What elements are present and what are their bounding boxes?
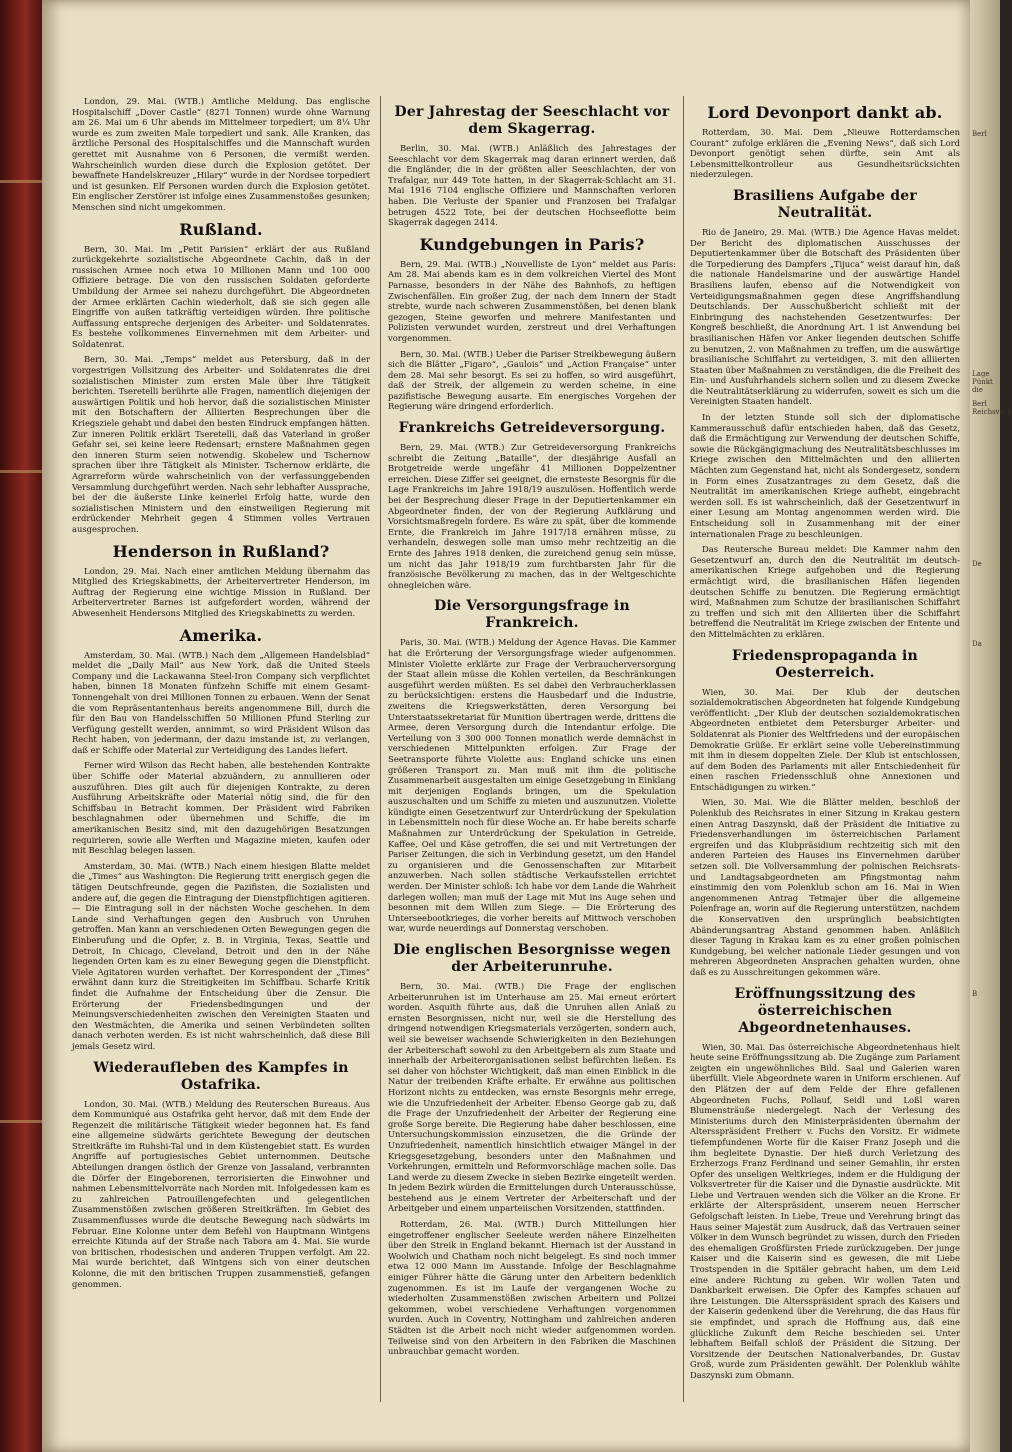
article-paragraph: Paris, 30. Mai. (WTB.) Meldung der Agence Havas. Die Kammer hat die Erörterung der Versorgungsfrage wieder aufgenommen. Minister Violette erklärte zur Frage der Verbraucherversorgung der Staat allein müsse die Kohlen verteilen, da Beschränkungen ausgeführt werden müßten. Es sei dabei den Verbraucherklassen zu berücksichtigen: erstens die Hausbedarf und die Industrie, zweitens die Kriegswerkstätten, deren Versorgung bei Unterstaatssekretariat für Munition übertragen werde, drittens die Armee, deren Versorgung durch die Intendantur erfolge. Die Verteilung von 3 300 000 Tonnen monatlich werde demnächst in verschiedenen Mittelpunkten erfolgen. Zur Frage der Seetransporte führte Violette aus: England schicke uns einen größeren Transport zu. Man muß mit ihm die politische Zusammenarbeit ausgestalten um einige Gesetzgebung in Einklang mit derjenigen Englands bringen, um die Spekulation auszuschalten und um Schiffe zu mieten und auszunutzen. Violette kündigte einen Gesetzentwurf zur Unterdrückung der Spekulation in Lebensmitteln noch für diese Woche an. Er habe bereits scharfe Maßnahmen zur Unterdrückung der Spekulation in Getreide, Kaffee, Oel und Käse getroffen, die sei und mit Vertretungen der Pariser Zeitungen, die sich in Verbindung gesetzt, um den Handel zu organisieren und die Genossenschaften zur Mitarbeit anzuwerben. Nach sollen städtische Verkaufsstellen errichtet werden. Der Minister schloß: Ich habe vor dem Lande die Wahrheit darlegen wollen; man muß der Lage mit Mut ins Auge sehen und besonnen mit dem Willen zum Siege. — Die Erörterung des Unterseebootkrieges, die vorher bereits auf Mittwoch verschoben war, wurde neuerdings auf Donnerstag verschoben.: [388, 637, 676, 934]
article-paragraph: Bern, 29. Mai. (WTB.) Zur Getreideversorgung Frankreichs schreibt die Zeitung „Bataille“, der diesjährige Ausfall an Brotgetreide werde ungefähr 41 Millionen Doppelzentner erreichen. Diese Ziffer sei geeignet, die ernsteste Besorgnis für die Lage Frankreichs im Jahre 1918/19 auszulösen. Hoffentlich werde bei der Besprechung dieser Frage in der Deputiertenkammer ein Abgeordneter finden, der von der Regierung Aufklärung und Vorsichtsmaßregeln fordere. Es wäre zu spät, über die kommende Ernte, die Frankreich im Jahre 1917/18 ernähren müsse, zu verhandeln, deswegen solle man umso mehr rechtzeitig an die Ernte des Jahres 1918 denken, die zureichend genug sein müsse, um nicht das Jahr 1918/19 zum furchtbarsten Jahr für die französische Bevölkerung zu machen, das in der Weltgeschichte ohnegleichen wäre.: [388, 442, 676, 590]
edge-text-fragment: Lage Pünkt die: [972, 370, 993, 394]
article-paragraph: London, 30. Mai. (WTB.) Meldung des Reuterschen Bureaus. Aus dem Kommuniqué aus Ostafrika geht hervor, daß mit dem Ende der Regenzeit die militärische Tätigkeit wieder begonnen hat. Es fand eine allgemeine südwärts gerichtete Bewegung der deutschen Streitkräfte im Ruhshi-Tal und in dem Küstengebiet statt. Es wurden Angriffe auf portugiesisches Gebiet unternommen. Deutsche Abteilungen drangen östlich der Grenze von Jassaland, verbrannten die Dörfer der Eingeborenen, terrorisierten die Einwohner und nahmen Lebensmittelvorräte nach Norden mit. Infolgedessen kam es zu zahlreichen Patrouillengefechten und gelegentlichen Zusammenstößen zwischen größeren Streitkräften. Im Gebiet des Zusammenflusses wurde die deutsche Bewegung nach südwärts im Februar. Eine Kolonne unter dem Befehl von Hauptmann Wintgens erreichte Kitunda auf der Straße nach Tabora am 4. Mai. Sie wurde von britischen, rhodesischen und anderen Truppen verfolgt. Am 22. Mai wurde berichtet, daß Wintgens sich von einer deutschen Kolonne, die mit den britischen Truppen zusammenstieß, gefangen genommen.: [72, 1098, 370, 1289]
article-headline: Henderson in Rußland?: [112, 541, 330, 561]
column-2: [388, 96, 676, 1422]
article-paragraph: Berlin, 30. Mai. (WTB.) Anläßlich des Jahrestages der Seeschlacht vor dem Skagerrak mag daran erinnert werden, daß die Engländer, die in der größten aller Seeschlachten, der von Trafalgar, nur 449 Tote hatten, in der Skagerrak-Schlacht am 31. Mai 1916 7104 englische Offiziere und Mannschaften verloren haben. Die Verluste der Spanier und Franzosen bei Trafalgar betrugen 4522 Tote, bei der deutschen Hochseeflotte beim Skagerrak dagegen 2414.: [388, 143, 676, 228]
article-paragraph: Rio de Janeiro, 29. Mai. (WTB.) Die Agence Havas meldet: Der Bericht des diplomatischen Ausschusses der Deputiertenkammer über die Botschaft des Präsidenten über die Torpedierung des Dampfers „Tijuca“ weist darauf hin, daß die nationale Handelsmarine und der auswärtige Handel Brasiliens laufen, ebenso auf die Notwendigkeit von Verteidigungsmaßnahmen gegen diese Angriffshandlung Deutschlands. Der Ausschußbericht schließt mit der Einbringung des nachstehenden Gesetzentwurfes: Der Kongreß beschließt, die Anordnung Art. 1 ist Anwendung bei brasilianischen Häfen vor Anker liegenden deutschen Schiffe zu benutzen, 2. von Maßnahmen zu treffen, um die auswärtige brasilianische Schiffahrt zu verteidigen, 3. mit den alliierten Staaten über Maßnahmen zu verständigen, die die Freiheit des Ein- und Ausfuhrhandels sichern sollen und zu diesem Zwecke die Neutralitätserklärung zu widerrufen, soweit es sich um die Vereinigten Staaten handelt.: [690, 226, 960, 407]
article-headline: Der Jahrestag der Seeschlacht vor dem Skagerrag.: [394, 104, 670, 137]
binding-stripe: [0, 1120, 42, 1123]
article-paragraph: Bern, 30. Mai. (WTB.) Die Frage der englischen Arbeiterunruhen ist im Unterhause am 25. Mai erneut erörtert worden. Asquith führte aus, daß die Unruhen allen Anlaß zu ernsten Besorgnissen, nicht nur, weil sie die Herstellung des dringend notwendigen Kriegsmaterials verzögerten, sondern auch, weil sie beweiser wachsende Schwierigkeiten in den Beziehungen der Arbeiterschaft sowohl zu den Arbeitgebern als zum Staate und innerhalb der Arbeiterorganisationen selbst befürchten ließen. Es sei daher von höchster Wichtigkeit, daß man einen Einblick in die Natur der treibenden Kräfte erhalte. Er erwähne aus politischen Horizont nichts zu entdecken, was ernste Besorgnis mehr errege, wie die Unzufriedenheit der Arbeiter. Ebenso George gab zu, daß die Frage der Unzufriedenheit der Arbeiter der Regierung eine große Sorge bereite. Die Regierung habe daher beschlossen, eine Untersuchungskommission einzusetzen, die die Gründe der Unzufriedenheit, namentlich hinsichtlich etwaiger Mängel in der Kriegsgesetzgebung, besonders unter den Maßnahmen und Vorkehrungen, ermitteln und Reformvorschläge machen solle. Das Land werde zu diesem Zwecke in sieben Bezirke eingeteilt werden. In jedem Bezirk würden die Ermittelungen durch Unterausschüsse, bestehend aus je einem Vertreter der Arbeiterschaft und der Arbeitgeber und einem unparteiischen Vorsitzenden, stattfinden.: [388, 981, 676, 1214]
column-1: [72, 96, 370, 1422]
column-rule: [683, 96, 684, 1402]
book-binding: [0, 0, 42, 1452]
article-headline: Lord Devonport dankt ab.: [707, 103, 943, 122]
article-headline: Frankreichs Getreideversorgung.: [398, 420, 666, 437]
article-paragraph: Rotterdam, 30. Mai. Dem „Nieuwe Rotterdamschen Courant“ zufolge erklären die „Evening News“, daß sich Lord Devonport genötigt sehen dürfte, sein Amt als Lebensmittelkontrolleur aus Gesundheitsrücksichten niederzulegen.: [690, 127, 960, 180]
article-paragraph: Wien, 30. Mai. Der Klub der deutschen sozialdemokratischen Abgeordneten hat folgende Kundgebung veröffentlicht: „Der Klub der deutschen sozialdemokratischen Abgeordneten entbietet dem Petersburger Arbeiter- und Soldatenrat als Pionier des Weltfriedens und der europäischen Demokratie Grüße. Er erklärt seine volle Uebereinstimmung mit ihm in diesem doppelten Ziele. Der Klub ist entschlossen, auf dem Boden des Parlaments mit aller Entschiedenheit für einen raschen Friedensschluß ohne Annexionen und Entschädigungen zu wirken.“: [690, 686, 960, 792]
article-headline: Brasiliens Aufgabe der Neutralität.: [733, 187, 917, 221]
article-paragraph: Wien, 30. Mai. Das österreichische Abgeordnetenhaus hielt heute seine Eröffnungssitzung ab. Die Zugänge zum Parlament zeigten ein ungewöhnliches Bild. Saal und Galerien waren überfüllt. Viele Abgeordnete waren in Uniform erschienen. Auf den Plätzen der auf dem Felde der Ehre gefallenen Abgeordneten Fuchs, Pollauf, Seidl und Loßl waren Blumensträuße niedergelegt. Nach der Verlesung des Ministeriums durch den Ministerpräsidenten übernahm der Altersspräsident Freiherr v. Fuchs den Vorsitz. Er widmete tiefempfundenen Worte für die Kaiser Franz Joseph und die ihm begleitete Dynastie. Der hieß durch Verletzung des Erzherzogs Franz Ferdinand und seiner Gemahlin, ihr ersten Opfer des unseligen Weltkrieges, indem er die Huldigung der Volksvertreter für die Kaiser und die Dynastie ausdrückte. Mit Liebe und Vertrauen wenden sich die Völker an die Krone. Er erklärte der Alterspräsident, unserem neuen Herrscher Gefolgschaft leisten. In Liebe, Treue und Verehrung bringt das Haus seiner Majestät zum Ausdruck, daß das Vertrauen seiner Völker in dem Wunsch begründet zu wissen, durch den Frieden des ehemaligen Großfürsten Friede zurückzugeben. Der junge Kaiser und die Kaiserin sind es gewesen, die mit Liebe Trostspenden in die Spitäler gebracht haben, um dem Leid eine andere Richtung zu geben. Wir wollen Taten und Dankbarkeit erweisen. Die Opfer des Kampfes schauen auf ihre Leistungen. Die Altersspräsident sprach des Kaisers und der Kaiserin gedenkend über die Verehrung, die das Haus für sie empfindet, und sprach die Hoffnung aus, daß eine glückliche Zukunft dem Reiche beschieden sei. Unter lebhaftem Beifall schloß der Präsident die Sitzung. Der Vorsitzende der Deutschen Nationalverbandes, Dr. Gustav Groß, wurde zum Präsidenten gewählt. Der Polenklub wählte Daszynski zum Obmann.: [690, 1041, 960, 1380]
edge-text-fragment: Berl Reichsverb: [972, 400, 1012, 416]
article-paragraph: London, 29. Mai. (WTB.) Amtliche Meldung. Das englische Hospitalschiff „Dover Castle“ (8271 Tonnen) wurde ohne Warnung am 26. Mai um 6 Uhr abends im Mittelmeer torpediert; um 8¼ Uhr wurde es zum zweiten Male torpediert und sank. Alle Kranken, das ärztliche Personal des Hospitalschiffes und die Mannschaft wurden gerettet mit Ausnahme von 6 Personen, die vermißt werden. Wahrscheinlich wurden diese durch die Explosion getötet. Der bewaffnete Handelskreuzer „Hilary“ wurde in der Nordsee torpediert und ist gesunken. Elf Personen wurden durch die Explosion getötet. Ein englischer Zerstörer ist infolge eines Zusammenstoßes gesunken; Menschen sind nicht umgekommen.: [72, 96, 370, 212]
article-paragraph: Bern, 30. Mai. Im „Petit Parisien“ erklärt der aus Rußland zurückgekehrte sozialistische Abgeordnete Cachin, daß in der russischen Armee noch etwa 10 Millionen Mann und 100 000 Offiziere betrage. Die von den russischen Soldaten geforderte Umbildung der Armee sei nahezu durchgeführt. Die Abgeordneten der Armee erklärten Cachin wiederholt, daß sie sich gegen alle Eingriffe von außen tatkräftig verteidigen würden. Ihre politische Auffassung entspreche derjenigen des Arbeiter- und Soldatenrates. Es bestehe vollkommenes Einvernehmen mit dem Arbeiter- und Soldatenrat.: [72, 243, 370, 349]
article-paragraph: Ferner wird Wilson das Recht haben, alle bestehenden Kontrakte über Schiffe oder Material abzuändern, zu annullieren oder auszuführen. Dies gilt auch für diejenigen Kontrakte, zu deren Ausführung Arbeitskräfte oder Material nötig sind, die für den Schiffsbau in Betracht kommen. Der Präsident wird Fabriken beschlagnahmen oder übernehmen und Schiffe, die im amerikanischen Besitz sind, mit den dazugehörigen Besatzungen requirieren, sowie alle Werften und Magazine mieten, kaufen oder mit Beschlag belegen lassen.: [72, 760, 370, 856]
edge-text-fragment: Berl: [972, 130, 987, 138]
article-paragraph: Bern, 30. Mai. „Temps“ meldet aus Petersburg, daß in der vorgestrigen Vollsitzung des Arbeiter- und Soldatenrates die drei sozialistischen Minister zum ersten Male über ihre Tätigkeit berichten. Tseretelli berührte alle Fragen, namentlich diejenigen der auswärtigen Politik und hob hervor, daß die sozialistischen Minister mit den Botschaftern der Alliierten Besprechungen über die Kriegsziele gehabt und dabei den besten Eindruck empfangen hätten. Zur inneren Politik erklärt Tseretelli, daß das Vaterland in großer Gefahr sei, sei keine leere Redensart; ernstere Maßnahmen gegen den inneren Sturm seien notwendig. Skobelew und Tschernow sprachen über ihre Tätigkeit als Minister. Tschernow erklärte, die Agrarreform würde wahrscheinlich von der verfassunggebenden Versammlung durchgeführt werden. Nach sehr lebhafter Aussprache, bei der die äußerste Linke keinerlei Erfolg hatte, wurde den sozialistischen Ministern und den einstweiligen Regierung mit erdrückender Mehrheit gegen 4 Stimmen volles Vertrauen ausgesprochen.: [72, 354, 370, 534]
article-headline: Die englischen Besorgnisse wegen der Arbeiterunruhe.: [393, 942, 671, 975]
article-headline: Die Versorgungsfrage in Frankreich.: [434, 598, 630, 632]
column-rule: [380, 96, 381, 1402]
article-paragraph: In der letzten Stunde soll sich der diplomatische Kammerausschuß dafür entschieden haben, daß das Gesetz, daß die Ermächtigung zur Verwendung der deutschen Schiffe, sowie die Rückgängigmachung des Neutralitätsbeschlusses im Kriege zwischen den Mittelmächten und den alliierten Mächten zum Gegenstand hat, nicht als Sondergesetz, sondern in Form eines Zusatzantrages zu dem Gesetz, daß die Neutralität im amerikanischen Kriege aufhebt, eingebracht werden soll. Es ist wahrscheinlich, daß der Gesetzentwurf in einer Lesung am Montag angenommen werden wird. Die Entscheidung soll in Zusammenhang mit der einer internationalen Frage zu beschleunigen.: [690, 412, 960, 539]
article-paragraph: Rotterdam, 26. Mai. (WTB.) Durch Mitteilungen hier eingetroffener englischer Seeleute werden nähere Einzelheiten über den Streik in England bekannt. Hiernach ist der Ausstand in Woolwich und Chatham noch nicht beigelegt. Es sind noch immer etwa 12 000 Mann im Ausstande. Infolge der Beschlagnahme einiger Führer hätte die Gärung unter den Arbeitern bedenklich zugenommen. Es ist im Laufe der vergangenen Woche zu wiederholten Zusammenstößen zwischen Arbeitern und Polizei gekommen, wobei verschiedene Verhaftungen vorgenommen wurden. Auch in Coventry, Nottingham und zahlreichen anderen Städten ist die Arbeit noch nicht wieder aufgenommen worden. Teilweise sind von den Arbeitern in den Fabriken die Maschinen unbrauchbar gemacht worden.: [388, 1219, 676, 1357]
article-paragraph: London, 29. Mai. Nach einer amtlichen Meldung übernahm das Mitglied des Kriegskabinetts, der Arbeitervertreter Henderson, im Auftrag der Regierung eine wichtige Mission in Rußland. Der Arbeitervertreter Barnes ist aufgefordert worden, während der Abwesenheit Hendersons Mitglied des Kriegskabinetts zu werden.: [72, 565, 370, 618]
article-paragraph: Bern, 29. Mai. (WTB.) „Nouvelliste de Lyon“ meldet aus Paris: Am 28. Mai abends kam es in dem volkreichen Viertel des Mont Parnasse, besonders in der Nähe des Bahnhofs, zu heftigen Zwischenfällen. Ein großer Zug, der nach dem Innern der Stadt strebte, wurde nach schweren Zusammenstößen, bei denen blank gezogen, Steine geworfen und mehrere Manifestanten und Polizisten verwundet wurden, zerstreut und drei Verhaftungen vorgenommen.: [388, 258, 676, 343]
article-headline: Wiederaufleben des Kampfes in Ostafrika.: [93, 1059, 349, 1093]
binding-stripe: [0, 470, 42, 473]
article-headline: Friedenspropaganda in Oesterreich.: [732, 647, 918, 681]
article-headline: Kundgebungen in Paris?: [419, 234, 645, 254]
binding-stripe: [0, 180, 42, 183]
article-headline: Amerika.: [179, 625, 263, 645]
article-paragraph: Amsterdam, 30. Mai. (WTB.) Nach einem hiesigen Blatte meldet die „Times“ aus Washington: Die Regierung tritt energisch gegen die tätigen Deutschfreunde, gegen die Pazifisten, die Sozialisten und andere auf, die gegen die Eintragung der Dienstpflichtigen agitieren. — Die Eintragung soll in der nächsten Woche geschehen. In dem Lande sind Verhaftungen gegen den Ausbruch von Unruhen getroffen. Man kann an verschiedenen Orten Bewegungen gegen die Einberufung und die Opfer, z. B. in Virginia, Texas, Seattle und Detroit, In Chicago, Cleveland, Detroit und den in der Nähe liegenden Orten kam es zu einer Bewegung gegen die Dienstpflicht. Viele Agitatoren wurden verhaftet. Der Korrespondent der „Times“ erwähnt dann kurz die Streitigkeiten im Schiffbau. Scharfe Kritik findet die Aufnahme der Entscheidung über die Zensur. Die Erörterung der Friedensbedingungen und der Meinungsverschiedenheiten zwischen den Vereinigten Staaten und den Westmächten, die Amerika und seinen Verbündeten sollten danach verboten werden. Es ist nicht wahrscheinlich, daß diese Bill jemals Gesetz wird.: [72, 860, 370, 1051]
next-page-edge: [970, 0, 1012, 1452]
article-paragraph: Wien, 30. Mai. Wie die Blätter melden, beschloß der Polenklub des Reichsrates in einer Sitzung in Krakau gestern einen Antrag Daszynski, daß der Präsident die Initiative zu Friedensverhandlungen im österreichischen Parlament ergreifen und das Klubpräsidium rechtzeitig sich mit den anderen Parteien des Hauses ins Einvernehmen darüber setzen soll. Die Vollversammlung der polnischen Reichsrats- und Landtagsabgeordneten am Pfingstmontag nahm einstimmig den vom Polenklub schon am 16. Mai in Wien angenommenen Antrag Tetmajer über die allgemeine Polenfrage an, worin auf die Regierung unterstützen, nachdem die Konservativen den ursprünglich beabsichtigten Abänderungsantrag Abstand genommen haben. Anläßlich dieser Tagung in Krakau kam es zu einer großen polnischen Kundgebung, bei welcher nationale Lieder gesungen und von mehreren Abgeordneten Ansprachen gehalten wurden, ohne daß es zu Ausschreitungen gekommen wäre.: [690, 797, 960, 977]
edge-text-fragment: De: [972, 560, 982, 568]
article-paragraph: Amsterdam, 30. Mai. (WTB.) Nach dem „Allgemeen Handelsblad“ meldet die „Daily Mail“ aus New York, daß die United Steels Company und die Lackawanna Steel-Iron Company sich verpflichtet haben, binnen 18 Monaten fünfzehn Schiffe mit einem Gesamt-Tonnengehalt von drei Millionen Tonnen zu erbauen. Wenn der Senat die vom Repräsentantenhaus bereits angenommene Bill, durch die für den Bau von Handelsschiffen 50 Millionen Pfund Sterling zur Verfügung gestellt werden, annimmt, so wird Präsident Wilson das Recht haben, von jedermann, der dazu imstande ist, zu verlangen, daß er Schiffe oder Material zur Verteidigung des Landes liefert.: [72, 649, 370, 755]
column-3: [690, 96, 960, 1422]
edge-text-fragment: B: [972, 990, 978, 998]
article-paragraph: Das Reutersche Bureau meldet: Die Kammer nahm den Gesetzentwurf an, durch den die Neutralität im deutsch-amerikanischen Kriege aufgehoben und die Regierung ermächtigt wird, die brasilianischen Häfen liegenden deutschen Schiffe zu benutzen. Die Regierung ermächtigt wird, Maßnahmen zum Schutze der brasilianischen Schiffahrt zu treffen und sich mit den Alliierten über die Schiffahrt betreffend die Neutralität im Kriege zwischen der Entente und den Mittelmächten zu erklären.: [690, 544, 960, 639]
edge-text-fragment: Da: [972, 640, 982, 648]
article-paragraph: Bern, 30. Mai. (WTB.) Ueber die Pariser Streikbewegung äußern sich die Blätter „Figaro“, „Gaulois“ und „Action Française“ unter dem 28. Mai sehr besorgt. Es sei zu hoffen, so wird ausgeführt, daß der Streik, der allgemein zu werden scheine, in eine pazifistische Bewegung ausarte. Ein energisches Vorgehen der Regierung wäre dringend erforderlich.: [388, 348, 676, 412]
article-headline: Rußland.: [179, 219, 263, 239]
article-headline: Eröffnungssitzung des österreichischen Abgeordnetenhauses.: [734, 985, 916, 1036]
